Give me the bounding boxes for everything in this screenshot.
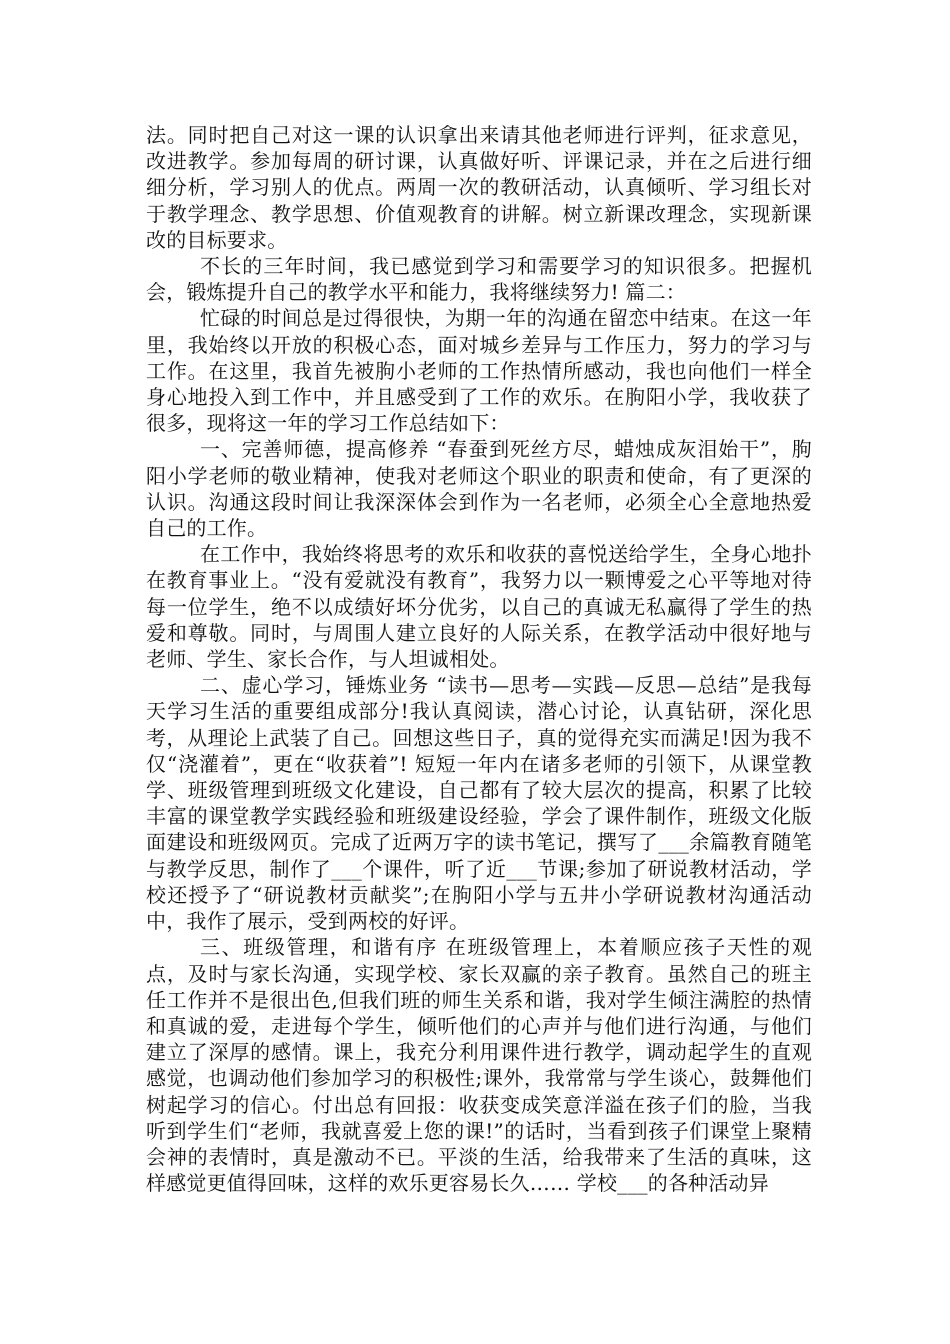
paragraph-3: 忙碌的时间总是过得很快，为期一年的沟通在留恋中结束。在这一年里，我始终以开放的积极心态，面对城乡差异与工作压力，努力的学习与工作。在这里，我首先被朐小老师的工作热情所感动，我也向他们一样全身心地投入到工作中，并且感受到了工作的欢乐。在朐阳小学，我收获了很多，现将这一年的学习工作总结如下： bbox=[146, 306, 812, 436]
paragraph-4: 一、完善师德，提高修养 “春蚕到死丝方尽，蜡烛成灰泪始干”，朐阳小学老师的敬业精神，使我对老师这个职业的职责和使命，有了更深的认识。沟通这段时间让我深深体会到作为一名老师，必须全心全意地热爱自己的工作。 bbox=[146, 437, 812, 541]
document-body bbox=[146, 122, 812, 1196]
paragraph-1: 法。同时把自己对这一课的认识拿出来请其他老师进行评判，征求意见，改进教学。参加每周的研讨课，认真做好听、评课记录，并在之后进行细细分析，学习别人的优点。两周一次的教研活动，认真倾听、学习组长对于教学理念、教学思想、价值观教育的讲解。树立新课改理念，实现新课改的目标要求。 bbox=[146, 123, 812, 252]
paragraph-2: 不长的三年时间，我已感觉到学习和需要学习的知识很多。把握机会，锻炼提升自己的教学水平和能力，我将继续努力! 篇二： bbox=[146, 254, 812, 305]
paragraph-5: 在工作中，我始终将思考的欢乐和收获的喜悦送给学生，全身心地扑在教育事业上。“没有爱就没有教育”，我努力以一颗博爱之心平等地对待每一位学生，绝不以成绩好坏分优劣，以自己的真诚无私赢得了学生的热爱和尊敬。同时，与周围人建立良好的人际关系，在教学活动中很好地与老师、学生、家长合作，与人坦诚相处。 bbox=[146, 542, 812, 672]
paragraph-6: 二、虚心学习，锤炼业务 “读书—思考—实践—反思—总结”是我每天学习生活的重要组成部分!我认真阅读，潜心讨论，认真钻研，深化思考，从理论上武装了自己。回想这些日子，真的觉得充实而满足!因为我不仅“浇灌着”，更在“收获着”! 短短一年内在诸多老师的引领下，从课堂教学、班级管理到班级文化建设，自己都有了较大层次的提高，积累了比较丰富的课堂教学实践经验和班级建设经验，学会了课件制作，班级文化版面建设和班级网页。完成了近两万字的读书笔记，撰写了___余篇教育随笔与教学反思，制作了___个课件，听了近___节课;参加了研说教材活动，学校还授予了“研说教材贡献奖”;在朐阳小学与五井小学研说教材沟通活动中，我作了展示，受到两校的好评。 bbox=[146, 673, 812, 934]
paragraph-7: 三、班级管理，和谐有序 在班级管理上，本着顺应孩子天性的观点，及时与家长沟通，实现学校、家长双赢的亲子教育。虽然自己的班主任工作并不是很出色,但我们班的师生关系和谐，我对学生倾注满腔的热情和真诚的爱，走进每个学生，倾听他们的心声并与他们进行沟通，与他们建立了深厚的感情。课上，我充分利用课件进行教学，调动起学生的直观感觉，也调动他们参加学习的积极性;课外，我常常与学生谈心，鼓舞他们树起学习的信心。付出总有回报：收获变成笑意洋溢在孩子们的脸，当我听到学生们“老师，我就喜爱上您的课!”的话时，当看到孩子们课堂上聚精会神的表情时，真是激动不已。平淡的生活，给我带来了生活的真味，这样感觉更值得回味，这样的欢乐更容易长久…… 学校___的各种活动异 bbox=[146, 935, 812, 1196]
